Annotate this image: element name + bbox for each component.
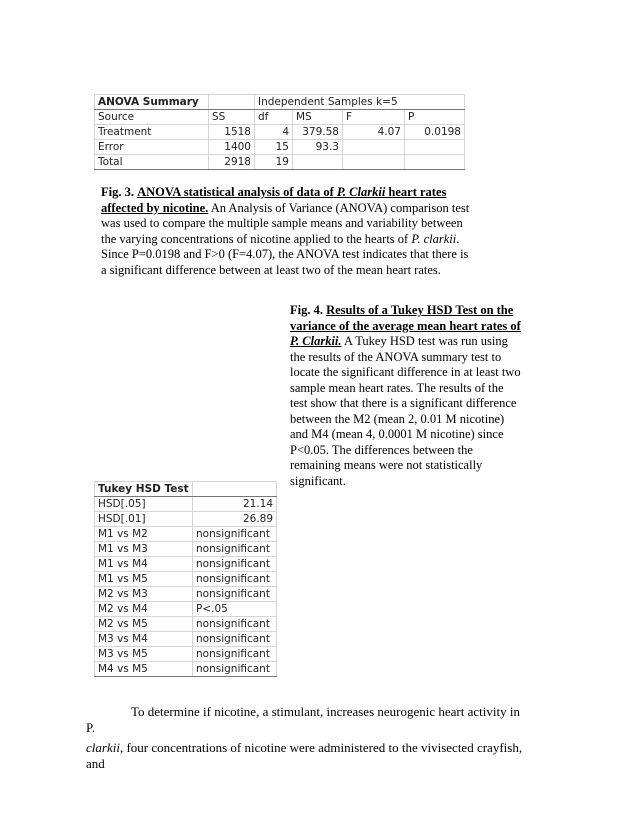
fig4-title-species: P. Clarkii. — [290, 334, 342, 348]
tukey-cell: M2 vs M5 — [95, 617, 193, 632]
anova-row — [95, 125, 465, 140]
anova-cell: 15 — [255, 140, 293, 155]
tukey-cell: M1 vs M3 — [95, 542, 193, 557]
anova-row — [95, 155, 465, 170]
tukey-cell: nonsignificant — [193, 632, 277, 647]
body-paragraph-line-1: To determine if nicotine, a stimulant, increases neurogenic heart activity in P. — [86, 704, 520, 735]
anova-cell: 2918 — [209, 155, 255, 170]
tukey-cell: M4 vs M5 — [95, 662, 193, 677]
fig4-text: A Tukey HSD test was run using the results of the ANOVA summary test to locate the significant difference in at least two sample mean heart rates. The results of the test show that there is a significant difference between the M2 (mean 2, 0.01 M nicotine) and M4 (mean 4, 0.0001 M nicotine) since P<0.05. The differences between the remaining means were not statistically significant. — [290, 334, 521, 488]
tukey-cell: nonsignificant — [193, 617, 277, 632]
tukey-cell: 26.89 — [193, 512, 277, 527]
fig3-title-species: P. Clarkii — [336, 185, 386, 199]
tukey-cell: M2 vs M3 — [95, 587, 193, 602]
tukey-cell: M1 vs M4 — [95, 557, 193, 572]
tukey-cell: M2 vs M4 — [95, 602, 193, 617]
tukey-cell: M3 vs M4 — [95, 632, 193, 647]
anova-cell: 0.0198 — [405, 125, 465, 140]
tukey-row — [95, 497, 277, 512]
anova-cell: 379.58 — [293, 125, 343, 140]
tukey-cell: HSD[.01] — [95, 512, 193, 527]
body-species: clarkii — [86, 740, 120, 755]
fig3-text: An Analysis of Variance (ANOVA) comparison test was used to compare the multiple sample means and variability between the varying concentrations of nicotine applied to the hearts of — [101, 200, 470, 246]
tukey-row — [95, 512, 277, 527]
anova-header-cell: Source — [95, 110, 209, 125]
tukey-cell: M3 vs M5 — [95, 647, 193, 662]
anova-header-cell: MS — [293, 110, 343, 125]
anova-cell: Error — [95, 140, 209, 155]
anova-cell — [343, 140, 405, 155]
tukey-row — [95, 542, 277, 557]
fig3-title-end: heart rates affected by nicotine. — [101, 185, 447, 215]
tukey-cell: nonsignificant — [193, 527, 277, 542]
fig4-title: Results of a Tukey HSD Test on the variance of the average mean heart rates of — [290, 303, 521, 333]
anova-cell — [405, 140, 465, 155]
tukey-cell: nonsignificant — [193, 647, 277, 662]
body-paragraph-line-2 — [86, 740, 530, 772]
tukey-cell: nonsignificant — [193, 572, 277, 587]
tukey-cell: nonsignificant — [193, 662, 277, 677]
tukey-hsd-table — [94, 481, 277, 677]
anova-cell: 1518 — [209, 125, 255, 140]
anova-cell: Total — [95, 155, 209, 170]
anova-row — [95, 140, 465, 155]
tukey-cell: M1 vs M2 — [95, 527, 193, 542]
anova-cell — [405, 155, 465, 170]
anova-cell — [293, 155, 343, 170]
tukey-row — [95, 617, 277, 632]
anova-cell: 19 — [255, 155, 293, 170]
tukey-cell: 21.14 — [193, 497, 277, 512]
anova-cell — [343, 155, 405, 170]
tukey-row — [95, 602, 277, 617]
tukey-row — [95, 572, 277, 587]
anova-title: ANOVA Summary — [95, 95, 209, 110]
tukey-title: Tukey HSD Test — [95, 482, 193, 497]
tukey-cell: HSD[.05] — [95, 497, 193, 512]
tukey-row — [95, 587, 277, 602]
fig3-text-species: P. clarkii — [411, 231, 457, 246]
anova-header-cell: SS — [209, 110, 255, 125]
anova-subtitle: Independent Samples k=5 — [255, 95, 465, 110]
tukey-cell: nonsignificant — [193, 557, 277, 572]
fig3-text-end: . Since P=0.0198 and F>0 (F=4.07), the ANOVA test indicates that there is a significant difference between at least two of the mean heart rates. — [101, 231, 469, 277]
fig4-label: Fig. 4. — [290, 303, 323, 317]
tukey-row — [95, 527, 277, 542]
anova-cell: 4 — [255, 125, 293, 140]
tukey-cell: P<.05 — [193, 602, 277, 617]
anova-cell: 93.3 — [293, 140, 343, 155]
anova-summary-table — [94, 94, 465, 170]
anova-header-cell: F — [343, 110, 405, 125]
tukey-cell: nonsignificant — [193, 542, 277, 557]
fig4-caption — [290, 303, 522, 488]
fig3-title: ANOVA statistical analysis of data of — [137, 185, 334, 199]
tukey-cell: M1 vs M5 — [95, 572, 193, 587]
fig3-label: Fig. 3. — [101, 185, 134, 199]
body-text: , four concentrations of nicotine were administered to the vivisected crayfish, and — [86, 740, 523, 771]
tukey-row — [95, 632, 277, 647]
anova-header-cell: df — [255, 110, 293, 125]
tukey-row — [95, 662, 277, 677]
anova-cell: 1400 — [209, 140, 255, 155]
anova-cell: 4.07 — [343, 125, 405, 140]
tukey-row — [95, 557, 277, 572]
fig3-caption — [101, 185, 471, 278]
tukey-row — [95, 647, 277, 662]
anova-cell: Treatment — [95, 125, 209, 140]
anova-header-cell: P — [405, 110, 465, 125]
tukey-cell: nonsignificant — [193, 587, 277, 602]
